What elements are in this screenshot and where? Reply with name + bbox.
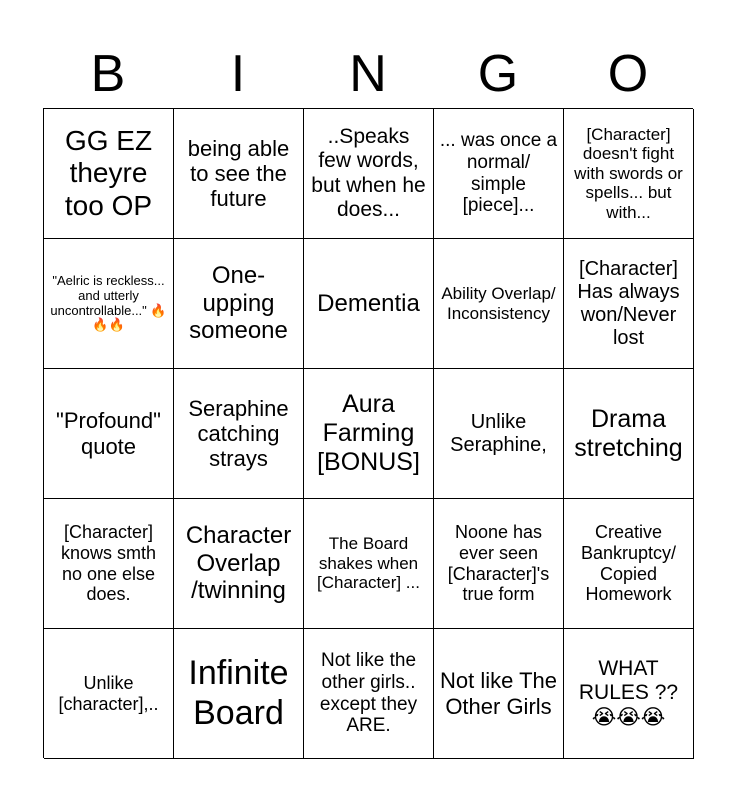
- bingo-cell-r3c5[interactable]: [564, 369, 694, 499]
- cell-text: Noone has ever seen [Character]'s true form: [447, 522, 550, 605]
- bingo-cell-r5c3[interactable]: [304, 629, 434, 759]
- cell-text: Ability Overlap/ Inconsistency: [441, 283, 556, 323]
- bingo-cell-r1c2[interactable]: [174, 109, 304, 239]
- cell-text: Character Overlap /twinning: [185, 522, 292, 605]
- bingo-cell-r1c5[interactable]: [564, 109, 694, 239]
- bingo-board: [43, 108, 693, 758]
- cell-text: "Profound" quote: [56, 408, 161, 459]
- bingo-cell-r3c2[interactable]: [174, 369, 304, 499]
- cell-text: Infinite Board: [188, 654, 289, 732]
- bingo-cell-r4c1[interactable]: [44, 499, 174, 629]
- cell-text: Not like the other girls.. except they ARE.: [319, 649, 418, 737]
- bingo-cell-r5c1[interactable]: [44, 629, 174, 759]
- bingo-cell-r1c4[interactable]: [434, 109, 564, 239]
- cell-text: ..Speaks few words, but when he does...: [311, 125, 426, 221]
- bingo-cell-r1c1[interactable]: [44, 109, 174, 239]
- bingo-cell-r5c4[interactable]: [434, 629, 564, 759]
- cell-text: GG EZ theyre too OP: [64, 125, 153, 221]
- bingo-cell-r4c4[interactable]: [434, 499, 564, 629]
- bingo-cell-r1c3[interactable]: [304, 109, 434, 239]
- bingo-cell-r4c2[interactable]: [174, 499, 304, 629]
- bingo-cell-r2c1[interactable]: [44, 239, 174, 369]
- cell-text: ... was once a normal/ simple [piece]...: [439, 129, 558, 217]
- cell-text: The Board shakes when [Character] ...: [317, 534, 420, 593]
- bingo-cell-r3c1[interactable]: [44, 369, 174, 499]
- cell-text: Creative Bankruptcy/ Copied Homework: [580, 522, 677, 605]
- cell-text: [Character] Has always won/Never lost: [577, 257, 680, 349]
- bingo-cell-r4c3[interactable]: [304, 499, 434, 629]
- bingo-cell-r4c5[interactable]: [564, 499, 694, 629]
- header-letter-b: B: [90, 45, 126, 103]
- cell-text: Dementia: [317, 289, 420, 317]
- cell-text: Seraphine catching strays: [188, 395, 289, 472]
- header-letter-i: I: [230, 45, 246, 103]
- bingo-cell-r2c4[interactable]: [434, 239, 564, 369]
- cell-text: [Character] doesn't fight with swords or spells... but with...: [574, 124, 683, 222]
- bingo-cell-r2c3[interactable]: [304, 239, 434, 369]
- cell-text: [Character] knows smth no one else does.: [60, 522, 157, 605]
- bingo-header: [43, 40, 693, 108]
- header-letter-g: G: [477, 45, 519, 103]
- cell-text: WHAT RULES ?? 😭😭😭: [578, 657, 679, 729]
- cell-text: "Aelric is reckless... and utterly uncontrollable..." 🔥🔥🔥: [50, 272, 167, 333]
- header-letter-o: O: [607, 45, 649, 103]
- cell-text: Unlike [character],..: [58, 672, 159, 714]
- bingo-cell-r5c2[interactable]: [174, 629, 304, 759]
- cell-text: One-upping someone: [189, 262, 288, 345]
- cell-text: Not like The Other Girls: [440, 668, 557, 719]
- cell-text: Drama stretching: [574, 404, 683, 462]
- bingo-cell-r2c5[interactable]: [564, 239, 694, 369]
- bingo-cell-r5c5[interactable]: [564, 629, 694, 759]
- cell-text: Aura Farming [BONUS]: [317, 390, 420, 476]
- bingo-cell-r3c3[interactable]: [304, 369, 434, 499]
- cell-text: Unlike Seraphine,: [450, 410, 547, 456]
- bingo-cell-r3c4[interactable]: [434, 369, 564, 499]
- cell-text: being able to see the future: [187, 135, 290, 212]
- header-letter-n: N: [349, 45, 387, 103]
- bingo-cell-r2c2[interactable]: [174, 239, 304, 369]
